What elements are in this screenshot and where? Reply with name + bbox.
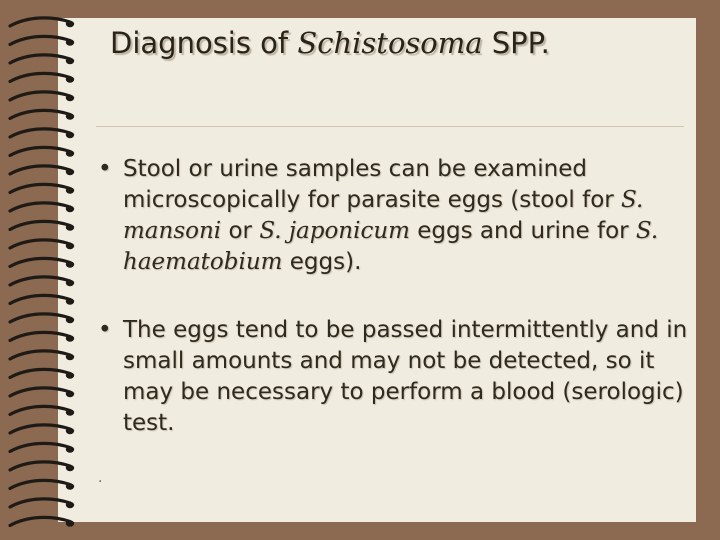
binding-ring (10, 406, 70, 414)
binding-hole (66, 224, 74, 230)
binding-ring (10, 499, 70, 507)
binding-ring (10, 295, 70, 303)
species-name: S. mansoni (123, 187, 644, 244)
binding-ring (10, 332, 70, 340)
binding-ring (10, 314, 70, 322)
binding-ring (10, 480, 70, 488)
binding-hole (66, 243, 74, 249)
title-genus: Schistosoma (297, 26, 483, 60)
binding-hole (66, 95, 74, 101)
binding-ring (10, 425, 70, 433)
binding-ring (10, 73, 70, 81)
binding-hole (66, 465, 74, 471)
title-suffix: SPP. (482, 26, 550, 60)
binding-ring (10, 129, 70, 137)
binding-hole (66, 409, 74, 415)
binding-hole (66, 150, 74, 156)
binding-ring (10, 166, 70, 174)
binding-hole (66, 391, 74, 397)
binding-hole (66, 132, 74, 138)
binding-hole (66, 113, 74, 119)
binding-ring (10, 258, 70, 266)
bullet-marker: • (98, 156, 112, 182)
binding-ring (10, 55, 70, 63)
title-divider (96, 126, 684, 127)
binding-ring (10, 517, 70, 525)
binding-hole (66, 169, 74, 175)
binding-hole (66, 446, 74, 452)
binding-hole (66, 280, 74, 286)
binding-hole (66, 261, 74, 267)
binding-hole (66, 39, 74, 45)
binding-hole (66, 335, 74, 341)
binding-hole (66, 317, 74, 323)
binding-ring (10, 443, 70, 451)
species-name: S. japonicum (259, 218, 410, 244)
bullet-text (123, 154, 688, 278)
binding-ring (10, 277, 70, 285)
bullet-item (98, 154, 688, 278)
binding-ring (10, 92, 70, 100)
binding-ring (10, 110, 70, 118)
bullet-text-part: Stool or urine samples can be examined microscopically for parasite eggs (stool for (123, 156, 622, 213)
spiral-binding-icon (0, 0, 90, 540)
binding-ring (10, 369, 70, 377)
binding-hole (66, 428, 74, 434)
binding-hole (66, 372, 74, 378)
species-name: S. haematobium (123, 218, 659, 275)
binding-ring (10, 240, 70, 248)
binding-ring (10, 388, 70, 396)
stray-mark: . (98, 470, 103, 486)
binding-hole (66, 298, 74, 304)
binding-ring (10, 351, 70, 359)
binding-hole (66, 502, 74, 508)
title-prefix: Diagnosis of (110, 26, 298, 60)
binding-ring (10, 203, 70, 211)
binding-hole (66, 21, 74, 27)
bullet-text-part: or (221, 218, 260, 244)
binding-hole (66, 206, 74, 212)
bullet-marker: • (98, 317, 112, 343)
slide-title (110, 26, 550, 60)
binding-ring (10, 147, 70, 155)
binding-hole (66, 76, 74, 82)
bullet-text-part: eggs and urine for (409, 218, 636, 244)
bullet-text: The eggs tend to be passed intermittently and in small amounts and may not be detected, so it may be necessary to perform a blood (serologic) test. (123, 317, 688, 436)
binding-ring (10, 221, 70, 229)
binding-hole (66, 520, 74, 526)
binding-ring (10, 36, 70, 44)
binding-hole (66, 58, 74, 64)
binding-hole (66, 354, 74, 360)
binding-ring (10, 462, 70, 470)
binding-hole (66, 187, 74, 193)
binding-ring (10, 18, 70, 26)
bullet-item (98, 315, 688, 439)
binding-ring (10, 184, 70, 192)
bullet-text-part: eggs). (282, 249, 362, 275)
binding-hole (66, 483, 74, 489)
